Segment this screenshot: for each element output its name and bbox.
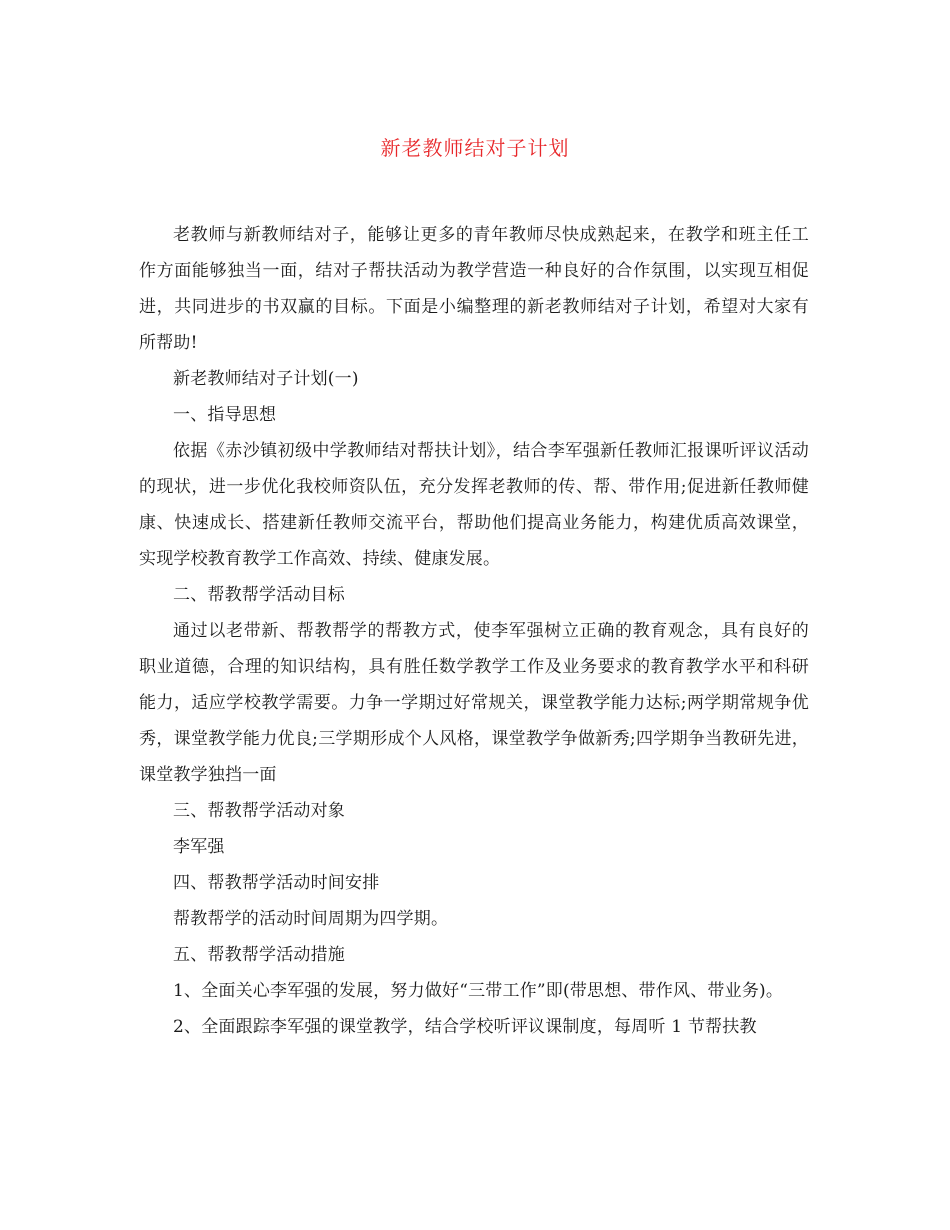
measure-item-1: 1、全面关心李军强的发展，努力做好“三带工作”即(带思想、带作风、带业务)。 — [173, 981, 784, 1001]
measure-item-2: 2、全面跟踪李军强的课堂教学，结合学校听评议课制度，每周听 1 节帮扶教 — [173, 1017, 757, 1037]
heading-activity-schedule: 四、帮教帮学活动时间安排 — [173, 873, 380, 893]
intro-paragraph: 老教师与新教师结对子，能够让更多的青年教师尽快成熟起来，在教学和班主任工作方面能够独当一面，结对子帮扶活动为教学营造一种良好的合作氛围，以实现互相促进，共同进步的书双赢的目标。下面是小编整理的新老教师结对子计划，希望对大家有所帮助! — [139, 225, 809, 353]
heading-guiding-thought: 一、指导思想 — [173, 405, 277, 425]
heading-activity-measures: 五、帮教帮学活动措施 — [173, 945, 345, 965]
paragraph-guiding-thought: 依据《赤沙镇初级中学教师结对帮扶计划》，结合李军强新任教师汇报课听评议活动的现状，进一步优化我校师资队伍，充分发挥老教师的传、帮、带作用;促进新任教师健康、快速成长、搭建新任教师交流平台，帮助他们提高业务能力，构建优质高效课堂，实现学校教育教学工作高效、持续、健康发展。 — [139, 441, 809, 569]
paragraph-activity-schedule: 帮教帮学的活动时间周期为四学期。 — [173, 909, 449, 929]
document-title: 新老教师结对子计划 — [380, 136, 570, 160]
paragraph-activity-goals: 通过以老带新、帮教帮学的帮教方式，使李军强树立正确的教育观念，具有良好的职业道德，合理的知识结构，具有胜任数学教学工作及业务要求的教育教学水平和科研能力，适应学校教学需要。力争一学期过好常规关，课堂教学能力达标;两学期常规争优秀，课堂教学能力优良;三学期形成个人风格，课堂教学争做新秀;四学期争当教研先进，课堂教学独挡一面 — [139, 621, 809, 785]
document-body — [139, 217, 809, 1045]
paragraph-activity-target: 李军强 — [173, 837, 225, 857]
section-plan-heading: 新老教师结对子计划(一) — [173, 369, 359, 389]
heading-activity-target: 三、帮教帮学活动对象 — [173, 801, 345, 821]
heading-activity-goals: 二、帮教帮学活动目标 — [173, 585, 345, 605]
